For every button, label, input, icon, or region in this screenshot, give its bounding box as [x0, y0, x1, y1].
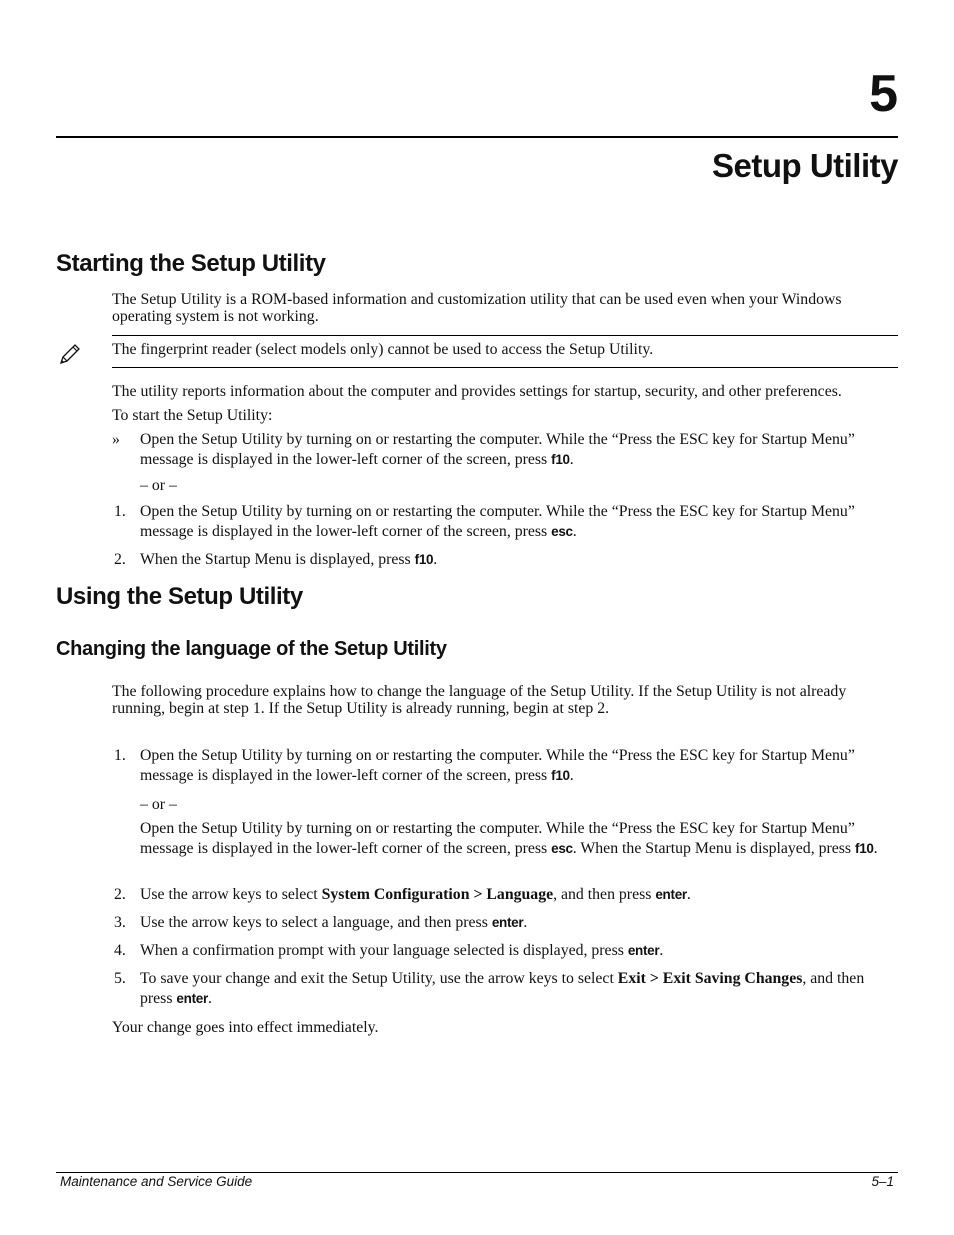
key-esc: esc: [551, 841, 573, 856]
list-item: 4. When a confirmation prompt with your language selected is displayed, press enter.: [114, 942, 664, 959]
key-f10: f10: [551, 768, 570, 783]
step-text: When a confirmation prompt with your language selected is displayed, press: [140, 942, 624, 959]
key-f10: f10: [414, 552, 434, 567]
section-heading-starting: Starting the Setup Utility: [56, 250, 326, 277]
paragraph-intro: The Setup Utility is a ROM-based information and customization utility that can be used even when your Windows operating system is not working.: [112, 291, 842, 325]
list-marker: 4.: [114, 942, 126, 959]
list-marker: 3.: [114, 914, 126, 931]
list-marker: 5.: [114, 970, 126, 987]
key-enter: enter: [491, 915, 524, 930]
list-item: 1. Open the Setup Utility by turning on or restarting the computer. While the “Press the ESC key for Startup Menu” message is displayed in the lower-left corner of the screen, press esc.: [114, 503, 855, 540]
list-item: 5. To save your change and exit the Setup Utility, use the arrow keys to select Exit > Exit Saving Changes, and then press enter.: [114, 970, 865, 1007]
note-rule-bottom: [112, 367, 898, 368]
footer-page-number: 5–1: [871, 1174, 894, 1189]
chapter-title: Setup Utility: [711, 147, 898, 184]
key-enter: enter: [627, 943, 660, 958]
key-esc: esc: [551, 524, 573, 539]
list-item: 3. Use the arrow keys to select a language, and then press enter.: [114, 914, 528, 931]
step-text: , and then press: [140, 970, 865, 1007]
list-item: 1. Open the Setup Utility by turning on or restarting the computer. While the “Press the ESC key for Startup Menu” message is displayed in the lower-left corner of the screen, press f10.: [114, 747, 855, 784]
key-enter: enter: [176, 991, 208, 1006]
subsection-heading-language: Changing the language of the Setup Utility: [56, 638, 447, 660]
list-marker: 1.: [114, 503, 126, 520]
step-text: Open the Setup Utility by turning on or restarting the computer. While the “Press the ESC key for Startup Menu” message is displayed in the lower-left corner of the screen, press: [140, 503, 855, 540]
footer-rule: [56, 1172, 898, 1173]
step-text: , and then press: [553, 886, 652, 903]
chapter-rule: [56, 136, 898, 138]
footer-guide-title: Maintenance and Service Guide: [60, 1174, 253, 1189]
pencil-note-icon: [58, 342, 82, 366]
step-text: Open the Setup Utility by turning on or restarting the computer. While the “Press the ESC key for Startup Menu” message is displayed in the lower-left corner of the screen, press: [140, 820, 855, 857]
menu-path: System Configuration > Language: [321, 886, 554, 903]
or-separator: – or –: [140, 796, 177, 813]
step-text: To save your change and exit the Setup Utility, use the arrow keys to select: [140, 970, 614, 987]
bullet-text: Open the Setup Utility by turning on or restarting the computer. While the “Press the ESC key for Startup Menu” message is displayed in the lower-left corner of the screen, press: [140, 431, 855, 468]
paragraph-outro: Your change goes into effect immediately.: [112, 1019, 379, 1036]
step-text: Use the arrow keys to select: [140, 886, 318, 903]
or-separator: – or –: [140, 477, 177, 494]
key-enter: enter: [655, 887, 687, 902]
paragraph-reports: The utility reports information about the computer and provides settings for startup, security, and other preferences.: [112, 383, 842, 400]
list-marker: 2.: [114, 551, 126, 568]
paragraph-to-start: To start the Setup Utility:: [112, 407, 273, 424]
list-item-alternate: Open the Setup Utility by turning on or restarting the computer. While the “Press the ESC key for Startup Menu” message is displayed in the lower-left corner of the screen, press esc. When the Startup Menu is displayed, press f10.: [140, 820, 878, 857]
step-text: Open the Setup Utility by turning on or restarting the computer. While the “Press the ESC key for Startup Menu” message is displayed in the lower-left corner of the screen, press: [140, 747, 855, 784]
list-marker: 2.: [114, 886, 126, 903]
list-marker: 1.: [114, 747, 126, 764]
step-text: When the Startup Menu is displayed, press: [140, 551, 411, 568]
list-item: 2. When the Startup Menu is displayed, press f10.: [114, 551, 438, 568]
key-f10: f10: [551, 452, 570, 467]
menu-path: Exit > Exit Saving Changes: [617, 970, 803, 987]
list-item: 2. Use the arrow keys to select System Configuration > Language, and then press enter.: [114, 886, 691, 903]
section-heading-using: Using the Setup Utility: [56, 583, 303, 610]
step-text: . When the Startup Menu is displayed, press: [572, 840, 852, 857]
chapter-number: 5: [869, 65, 898, 123]
note-rule-top: [112, 335, 898, 336]
bullet-item: » Open the Setup Utility by turning on or restarting the computer. While the “Press the ESC key for Startup Menu” message is displayed in the lower-left corner of the screen, press f10.: [112, 431, 855, 468]
paragraph-procedure: The following procedure explains how to change the language of the Setup Utility. If the Setup Utility is not already running, begin at step 1. If the Setup Utility is already running, begin at step 2.: [112, 683, 847, 717]
step-text: Use the arrow keys to select a language, and then press: [140, 914, 488, 931]
bullet-marker: »: [112, 431, 120, 448]
key-f10: f10: [855, 841, 874, 856]
note-text: The fingerprint reader (select models only) cannot be used to access the Setup Utility.: [112, 341, 654, 358]
